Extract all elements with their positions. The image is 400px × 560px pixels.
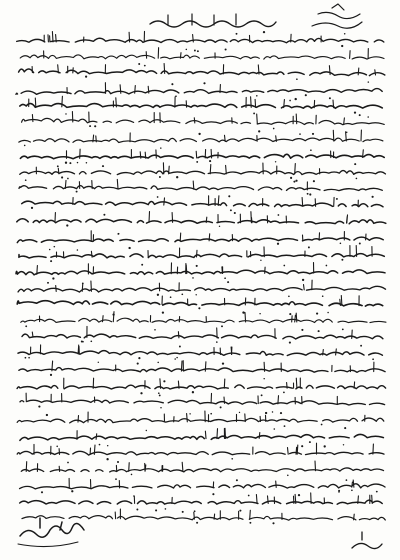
diacritic-dot bbox=[65, 113, 66, 114]
diacritic-dot bbox=[265, 412, 267, 414]
diacritic-dot bbox=[309, 441, 311, 443]
diacritic-dot bbox=[343, 444, 344, 445]
diacritic-dot bbox=[41, 491, 43, 493]
diacritic-dot bbox=[66, 224, 68, 226]
diacritic-dot bbox=[65, 162, 67, 164]
diacritic-dot bbox=[321, 424, 323, 426]
diacritic-dot bbox=[117, 461, 119, 463]
diacritic-dot bbox=[301, 445, 303, 447]
diacritic-dot bbox=[344, 427, 346, 429]
handwritten-line bbox=[19, 368, 385, 373]
diacritic-dot bbox=[212, 493, 214, 495]
diacritic-dot bbox=[288, 295, 290, 297]
diacritic-dot bbox=[249, 522, 251, 524]
page-mark bbox=[352, 532, 382, 549]
handwritten-line bbox=[17, 418, 384, 423]
diacritic-dot bbox=[301, 329, 303, 331]
diacritic-dot bbox=[71, 490, 73, 492]
handwritten-line bbox=[14, 500, 383, 504]
handwritten-line bbox=[20, 400, 385, 405]
diacritic-dot bbox=[290, 177, 292, 179]
diacritic-dot bbox=[38, 406, 40, 408]
diacritic-dot bbox=[138, 357, 140, 359]
diacritic-dot bbox=[309, 193, 311, 195]
diacritic-dot bbox=[283, 265, 285, 267]
diacritic-dot bbox=[155, 509, 157, 511]
diacritic-dot bbox=[118, 233, 120, 235]
diacritic-dot bbox=[67, 178, 69, 180]
diacritic-dot bbox=[77, 162, 78, 163]
diacritic-dot bbox=[295, 98, 297, 100]
diacritic-dot bbox=[316, 313, 318, 315]
handwritten-line bbox=[19, 138, 383, 142]
diacritic-dot bbox=[356, 178, 358, 180]
diacritic-dot bbox=[219, 226, 220, 227]
diacritic-dot bbox=[176, 357, 177, 358]
diacritic-dot bbox=[275, 161, 276, 162]
handwritten-line bbox=[22, 516, 385, 521]
diacritic-dot bbox=[131, 474, 133, 476]
diacritic-dot bbox=[170, 296, 172, 298]
handwritten-line bbox=[16, 270, 385, 275]
diacritic-dot bbox=[351, 489, 353, 491]
diacritic-dot bbox=[230, 209, 232, 211]
diacritic-dot bbox=[181, 293, 183, 295]
diacritic-dot bbox=[225, 48, 227, 50]
diacritic-dot bbox=[346, 479, 348, 481]
diacritic-dot bbox=[336, 198, 338, 200]
diacritic-dot bbox=[203, 82, 205, 84]
diacritic-dot bbox=[227, 281, 229, 283]
diacritic-dot bbox=[194, 50, 196, 52]
diacritic-dot bbox=[189, 413, 190, 414]
diacritic-dot bbox=[289, 313, 291, 315]
diacritic-dot bbox=[209, 160, 211, 162]
diacritic-dot bbox=[106, 458, 108, 460]
diacritic-dot bbox=[160, 407, 161, 408]
diacritic-dot bbox=[239, 412, 240, 413]
diacritic-dot bbox=[174, 358, 176, 360]
diacritic-dot bbox=[196, 265, 198, 267]
diacritic-dot bbox=[342, 329, 344, 331]
diacritic-dot bbox=[61, 176, 63, 178]
handwritten-line bbox=[16, 89, 382, 95]
diacritic-dot bbox=[162, 311, 164, 313]
diacritic-dot bbox=[242, 311, 244, 313]
diacritic-dot bbox=[326, 265, 328, 267]
diacritic-dot bbox=[236, 479, 238, 481]
diacritic-dot bbox=[222, 362, 224, 364]
diacritic-dot bbox=[236, 33, 238, 35]
diacritic-dot bbox=[50, 374, 52, 376]
diacritic-dot bbox=[141, 264, 143, 266]
diacritic-dot bbox=[196, 522, 198, 524]
diacritic-dot bbox=[289, 100, 291, 102]
diacritic-dot bbox=[283, 392, 285, 394]
diacritic-dot bbox=[338, 490, 340, 492]
diacritic-dot bbox=[354, 163, 356, 165]
diacritic-dot bbox=[295, 180, 297, 182]
diacritic-dot bbox=[159, 176, 161, 178]
letter-strokes bbox=[32, 64, 375, 75]
handwritten-line bbox=[21, 318, 386, 323]
diacritic-dot bbox=[77, 249, 79, 251]
diacritic-dot bbox=[221, 325, 223, 327]
handwritten-line bbox=[18, 286, 385, 292]
diacritic-dot bbox=[299, 133, 301, 135]
diacritic-dot bbox=[231, 458, 233, 460]
handwritten-line bbox=[22, 334, 383, 339]
diacritic-dot bbox=[372, 196, 374, 198]
diacritic-dot bbox=[192, 277, 194, 279]
manuscript-body-text bbox=[14, 31, 386, 524]
diacritic-dot bbox=[136, 509, 138, 511]
handwritten-line bbox=[14, 186, 382, 191]
diacritic-dot bbox=[165, 508, 167, 510]
diacritic-dot bbox=[308, 246, 310, 248]
diacritic-dot bbox=[138, 63, 140, 65]
handwritten-line bbox=[17, 301, 383, 306]
diacritic-dot bbox=[220, 406, 222, 408]
diacritic-dot bbox=[112, 313, 114, 315]
diacritic-dot bbox=[318, 330, 320, 332]
diacritic-dot bbox=[159, 394, 161, 396]
diacritic-dot bbox=[273, 128, 275, 130]
diacritic-dot bbox=[195, 294, 196, 295]
diacritic-dot bbox=[115, 478, 117, 480]
handwritten-line bbox=[17, 219, 386, 224]
diacritic-dot bbox=[228, 195, 230, 197]
diacritic-dot bbox=[86, 162, 88, 164]
diacritic-dot bbox=[289, 342, 291, 344]
diacritic-dot bbox=[360, 345, 362, 347]
handwritten-line bbox=[15, 351, 383, 356]
diacritic-dot bbox=[359, 243, 361, 245]
diacritic-dot bbox=[197, 50, 199, 52]
diacritic-dot bbox=[196, 161, 198, 163]
diacritic-dot bbox=[94, 125, 96, 127]
handwritten-line bbox=[17, 451, 384, 455]
diacritic-dot bbox=[171, 83, 173, 85]
diacritic-dot bbox=[372, 358, 374, 360]
diacritic-dot bbox=[46, 414, 48, 416]
diacritic-dot bbox=[322, 295, 324, 297]
diacritic-dot bbox=[76, 191, 78, 193]
diacritic-dot bbox=[284, 425, 286, 427]
diacritic-dot bbox=[90, 340, 92, 342]
diacritic-dot bbox=[56, 446, 58, 448]
handwritten-line bbox=[20, 55, 384, 59]
handwritten-line bbox=[16, 254, 385, 258]
basmala-heading bbox=[150, 14, 276, 27]
diacritic-dot bbox=[302, 279, 304, 281]
diacritic-dot bbox=[82, 341, 84, 343]
diacritic-dot bbox=[144, 65, 146, 67]
handwritten-line bbox=[20, 104, 383, 109]
diacritic-dot bbox=[344, 33, 346, 35]
diacritic-dot bbox=[341, 259, 343, 261]
diacritic-dot bbox=[179, 346, 181, 348]
diacritic-dot bbox=[341, 45, 343, 47]
diacritic-dot bbox=[47, 282, 49, 284]
handwritten-line bbox=[17, 237, 383, 243]
diacritic-dot bbox=[194, 510, 196, 512]
diacritic-dot bbox=[272, 411, 273, 412]
diacritic-dot bbox=[278, 214, 280, 216]
diacritic-dot bbox=[140, 392, 142, 394]
diacritic-dot bbox=[307, 193, 309, 195]
diacritic-dot bbox=[49, 249, 51, 251]
handwritten-line bbox=[20, 434, 384, 440]
diacritic-dot bbox=[98, 362, 99, 363]
diacritic-dot bbox=[368, 81, 369, 82]
diacritic-dot bbox=[176, 176, 178, 178]
diacritic-dot bbox=[298, 494, 300, 496]
diacritic-dot bbox=[157, 196, 159, 198]
diacritic-dot bbox=[157, 362, 159, 364]
diacritic-dot bbox=[186, 49, 188, 51]
diacritic-dot bbox=[157, 294, 159, 296]
diacritic-dot bbox=[69, 162, 71, 164]
diacritic-dot bbox=[158, 392, 160, 394]
diacritic-dot bbox=[24, 145, 26, 147]
diacritic-dot bbox=[50, 260, 52, 262]
diacritic-dot bbox=[277, 243, 279, 245]
diacritic-dot bbox=[354, 112, 356, 114]
handwritten-line bbox=[20, 171, 386, 175]
diacritic-dot bbox=[182, 511, 184, 513]
diacritic-dot bbox=[312, 133, 314, 135]
diacritic-dot bbox=[198, 133, 200, 135]
signature bbox=[18, 518, 84, 547]
diacritic-dot bbox=[154, 329, 156, 331]
marginal-note bbox=[312, 4, 362, 28]
diacritic-dot bbox=[25, 357, 27, 359]
diacritic-dot bbox=[52, 277, 54, 279]
diacritic-dot bbox=[248, 495, 250, 497]
diacritic-dot bbox=[287, 475, 289, 477]
diacritic-dot bbox=[192, 391, 194, 393]
diacritic-dot bbox=[324, 445, 326, 447]
diacritic-dot bbox=[133, 495, 135, 497]
diacritic-dot bbox=[28, 357, 30, 359]
diacritic-dot bbox=[102, 165, 104, 167]
diacritic-dot bbox=[89, 125, 91, 127]
diacritic-dot bbox=[128, 247, 130, 249]
diacritic-dot bbox=[103, 214, 105, 216]
diacritic-dot bbox=[54, 246, 56, 248]
diacritic-dot bbox=[198, 307, 200, 309]
diacritic-dot bbox=[260, 260, 261, 261]
diacritic-dot bbox=[263, 378, 264, 379]
diacritic-dot bbox=[163, 380, 165, 382]
diacritic-dot bbox=[210, 413, 212, 415]
diacritic-dot bbox=[376, 491, 378, 493]
diacritic-dot bbox=[274, 428, 276, 430]
diacritic-dot bbox=[239, 510, 241, 512]
diacritic-dot bbox=[25, 325, 27, 327]
diacritic-dot bbox=[160, 147, 161, 148]
diacritic-dot bbox=[253, 112, 255, 114]
diacritic-dot bbox=[263, 31, 265, 33]
diacritic-dot bbox=[310, 149, 312, 151]
diacritic-dot bbox=[272, 522, 274, 524]
diacritic-dot bbox=[258, 130, 260, 132]
handwritten-line bbox=[14, 38, 384, 43]
diacritic-dot bbox=[305, 94, 307, 96]
diacritic-dot bbox=[327, 312, 329, 314]
diacritic-dot bbox=[82, 283, 84, 285]
diacritic-dot bbox=[107, 445, 108, 446]
diacritic-dot bbox=[85, 76, 87, 78]
diacritic-dot bbox=[256, 95, 258, 97]
diacritic-dot bbox=[67, 462, 69, 464]
diacritic-dot bbox=[340, 243, 342, 245]
diacritic-dot bbox=[99, 444, 101, 446]
diacritic-dot bbox=[293, 181, 295, 183]
handwritten-line bbox=[20, 154, 384, 158]
diacritic-dot bbox=[359, 114, 361, 116]
diacritic-dot bbox=[280, 412, 282, 414]
diacritic-dot bbox=[31, 207, 33, 209]
diacritic-dot bbox=[296, 78, 298, 80]
diacritic-dot bbox=[25, 179, 27, 181]
diacritic-dot bbox=[329, 97, 331, 99]
diacritic-dot bbox=[367, 116, 369, 118]
diacritic-dot bbox=[57, 165, 59, 167]
diacritic-dot bbox=[346, 132, 348, 134]
diacritic-dot bbox=[313, 180, 315, 182]
handwritten-line bbox=[22, 118, 385, 124]
diacritic-dot bbox=[146, 430, 147, 431]
handwritten-line bbox=[17, 385, 386, 389]
diacritic-dot bbox=[224, 277, 226, 279]
diacritic-dot bbox=[137, 363, 139, 365]
diacritic-dot bbox=[259, 313, 260, 314]
diacritic-dot bbox=[216, 341, 218, 343]
diacritic-dot bbox=[234, 212, 236, 214]
diacritic-dot bbox=[261, 394, 263, 396]
handwritten-line bbox=[21, 468, 383, 472]
